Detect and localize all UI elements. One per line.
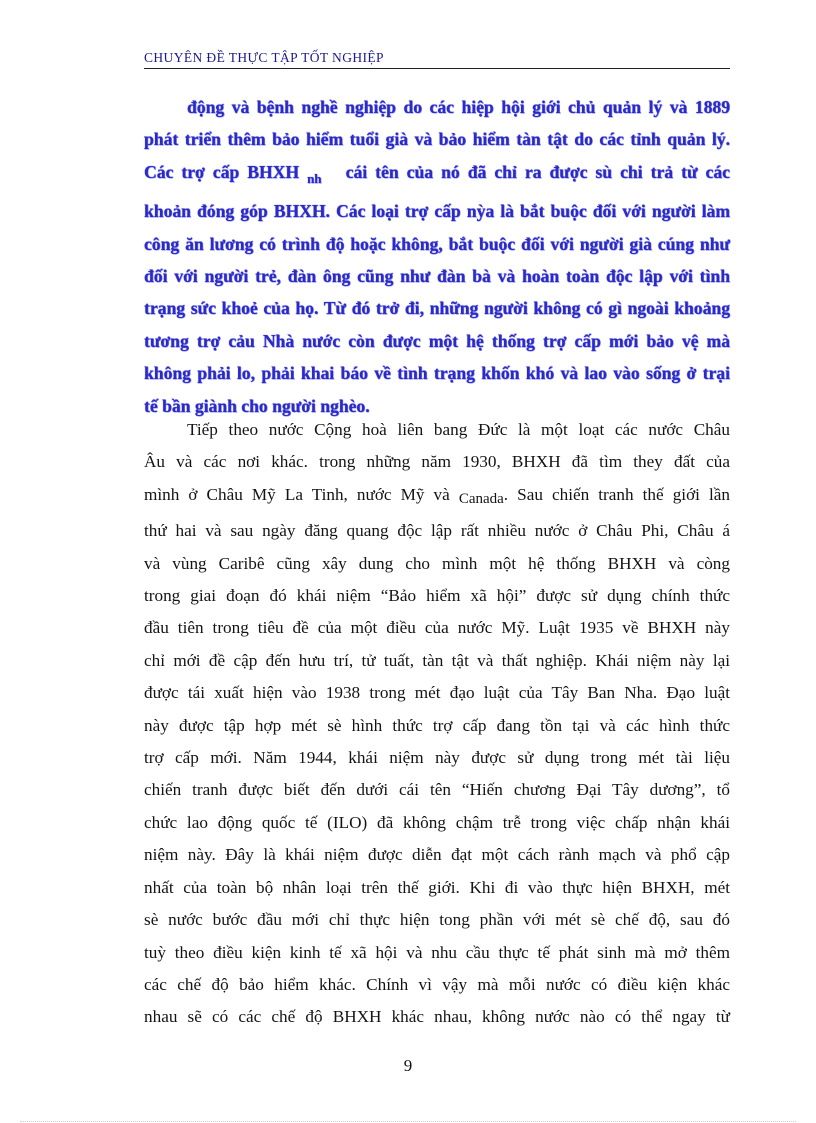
- text-fragment: cái tên của nó đã chỉ ra được sù chi trả từ các: [345, 161, 730, 182]
- text-line: chỉ mới đề cập đến hưu trí, tử tuất, tàn tật và thất nghiệp. Khái niệm này lại: [144, 650, 730, 670]
- text-line: phát triển thêm bảo hiểm tuổi già và bảo hiểm tàn tật do các tỉnh quản lý.: [144, 129, 730, 150]
- text-fragment: mình ở Châu Mỹ La Tinh, nước Mỹ và: [144, 484, 450, 504]
- page-bottom-divider: [20, 1121, 796, 1122]
- text-line: tuỳ theo điều kiện kinh tế xã hội và nhu cầu thực tế phát sinh mà mở thêm: [144, 942, 730, 962]
- paragraph-2: [144, 414, 730, 1034]
- text-line: động và bệnh nghề nghiệp do các hiệp hội giới chủ quản lý và 1889: [187, 97, 730, 117]
- header-title: CHUYÊN ĐỀ THỰC TẬP TỐT NGHIỆP: [144, 50, 384, 65]
- text-line: sè nước bước đầu mới chỉ thực hiện tong phần với mét sè chế độ, sau đó: [144, 910, 730, 930]
- text-line: trong giai đoạn đó khái niệm “Bảo hiểm xã hội” được sử dụng chính thức: [144, 586, 730, 606]
- text-line: tế bần giành cho người nghèo.: [144, 395, 370, 416]
- text-line: [144, 156, 730, 195]
- text-line: [144, 479, 730, 515]
- text-line: chức lao động quốc tế (ILO) đã không chậm trễ trong việc chấp nhận khái: [144, 812, 730, 832]
- text-line: này được tập hợp mét sè hình thức trợ cấp đang tồn tại và các hình thức: [144, 715, 730, 735]
- text-line: trạng sức khoẻ của họ. Từ đó trở đi, những người không có gì ngoài khoảng: [144, 298, 730, 319]
- text-line: và vùng Caribê cũng xây dung cho mình một hệ thống BHXH và còng: [144, 553, 730, 573]
- text-fragment: . Sau chiến tranh thế giới lần: [503, 484, 730, 504]
- text-line: nhau sẽ có các chế độ BHXH khác nhau, không nước nào có thể ngay từ: [144, 1007, 730, 1027]
- text-line: các chế độ bảo hiểm khác. Chính vì vậy mà mỗi nước có điều kiện khác: [144, 974, 730, 994]
- text-line: đối với người trẻ, đàn ông cũng như đàn bà và hoàn toàn độc lập với tình: [144, 266, 730, 287]
- text-line: không phải lo, phải khai báo về tình trạng khốn khó và lao vào sống ở trại: [144, 363, 730, 384]
- text-line: tương trợ cảu Nhà nước còn được một hệ thống trợ cấp mới bảo vệ mà: [144, 330, 730, 351]
- header-divider: [144, 68, 730, 69]
- text-line: niệm này. Đây là khái niệm được diễn đạt một cách rành mạch và phổ cập: [144, 845, 730, 865]
- text-line: chiến tranh được biết đến dưới cái tên “Hiến chương Đại Tây dương”, tổ: [144, 780, 730, 800]
- text-line: đầu tiên trong tiêu đề của một điều của nước Mỹ. Luật 1935 về BHXH này: [144, 618, 730, 638]
- text-line: trợ cấp mới. Năm 1944, khái niệm này được sử dụng trong mét tài liệu: [144, 748, 730, 768]
- page-number: 9: [403, 1056, 413, 1075]
- small-text-fragment: Canada: [458, 490, 504, 507]
- text-line: được tái xuất hiện vào 1938 trong mét đạo luật của Tây Ban Nha. Đạo luật: [144, 683, 730, 703]
- text-line: Tiếp theo nước Cộng hoà liên bang Đức là một loạt các nước Châu: [187, 420, 730, 439]
- text-line: Âu và các nơi khác. trong những năm 1930, BHXH đã tìm they đất của: [144, 452, 730, 472]
- text-line: thứ hai và sau ngày đăng quang độc lập rất nhiều nước ở Châu Phi, Châu á: [144, 521, 730, 541]
- text-line: công ăn lương có trình độ hoặc không, bắt buộc đối với người già cúng như: [144, 233, 730, 254]
- text-fragment: Các trợ cấp BHXH: [144, 161, 300, 182]
- paragraph-1: [144, 91, 730, 422]
- subscript-fragment: nh: [307, 170, 322, 186]
- text-line: nhất của toàn bộ nhân loại trên thế giới. Khi đi vào thực hiện BHXH, mét: [144, 877, 730, 897]
- text-line: khoản đóng góp BHXH. Các loại trợ cấp nỳa là bắt buộc đối với người làm: [144, 201, 730, 222]
